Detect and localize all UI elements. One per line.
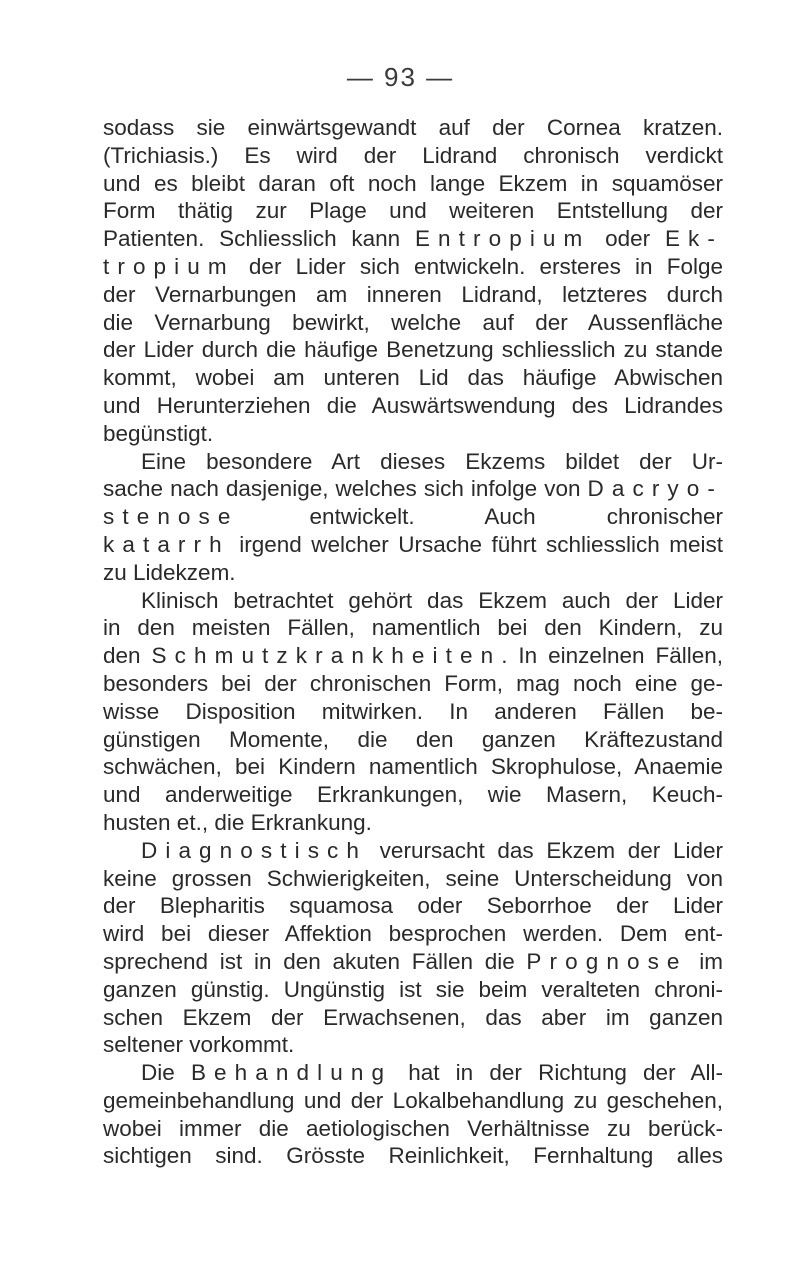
- body-text: [103, 114, 723, 1170]
- text-segment: günstigen Momente, die den ganzen Kräftezustand: [103, 726, 723, 752]
- text-line: [103, 114, 723, 142]
- text-segment: der Blepharitis squamosa oder Seborrhoe der Lider: [103, 893, 723, 919]
- spaced-emphasis: tropium: [103, 253, 235, 279]
- text-segment: hat in der Richtung der All-: [392, 1060, 723, 1086]
- spaced-emphasis: Prognose: [526, 948, 688, 974]
- text-line: [103, 309, 723, 337]
- text-segment: und es bleibt daran oft noch lange Ekzem in squamöser: [103, 170, 723, 196]
- text-segment: wobei immer die aetiologischen Verhältnisse zu berück-: [103, 1115, 723, 1141]
- text-line: [103, 1031, 723, 1059]
- text-line: [103, 587, 723, 615]
- text-line: [103, 142, 723, 170]
- text-segment: wisse Disposition mitwirken. In anderen Fällen be-: [103, 698, 723, 724]
- text-segment: der Lider durch die häufige Benetzung schliesslich zu stande: [103, 337, 723, 363]
- text-line: [103, 503, 723, 531]
- text-segment: und Herunterziehen die Auswärtswendung des Lidrandes: [103, 392, 723, 418]
- text-segment: im: [687, 948, 723, 974]
- text-segment: den: [103, 643, 152, 669]
- text-segment: Form thätig zur Plage und weiteren Entstellung der: [103, 198, 723, 224]
- text-line: [103, 475, 723, 503]
- spaced-emphasis: Dacryo-: [587, 476, 723, 502]
- text-line: [103, 281, 723, 309]
- text-line: [103, 253, 723, 281]
- text-line: [103, 364, 723, 392]
- text-line: [103, 698, 723, 726]
- spaced-emphasis: Ek-: [664, 226, 723, 252]
- text-line: [103, 614, 723, 642]
- text-line: [103, 225, 723, 253]
- spaced-emphasis: katarrh: [103, 531, 230, 557]
- text-line: [103, 448, 723, 476]
- text-line: [103, 170, 723, 198]
- text-line: [103, 809, 723, 837]
- text-segment: besonders bei der chronischen Form, mag noch eine ge-: [103, 670, 723, 696]
- text-segment: begünstigt.: [103, 420, 214, 446]
- text-line: [103, 865, 723, 893]
- text-line: [103, 976, 723, 1004]
- text-segment: schwächen, bei Kindern namentlich Skrophulose, Anaemie: [103, 754, 723, 780]
- text-line: [103, 1004, 723, 1032]
- text-line: [103, 1059, 723, 1087]
- spaced-emphasis: Diagnostisch: [141, 837, 368, 863]
- text-line: [103, 726, 723, 754]
- text-segment: schen Ekzem der Erwachsenen, das aber im ganzen: [103, 1004, 723, 1030]
- text-segment: der Lider sich entwickeln. ersteres in Folge: [234, 253, 723, 279]
- text-segment: sodass sie einwärtsgewandt auf der Cornea kratzen.: [103, 115, 723, 140]
- page-number: — 93 —: [346, 62, 455, 92]
- text-line: [103, 948, 723, 976]
- text-segment: husten et., die Erkrankung.: [103, 809, 372, 835]
- text-segment: keine grossen Schwierigkeiten, seine Unterscheidung von: [103, 865, 723, 891]
- spaced-emphasis: stenose: [103, 504, 239, 530]
- text-segment: in den meisten Fällen, namentlich bei den Kindern, zu: [103, 615, 723, 641]
- text-segment: Eine besondere Art dieses Ekzems bildet der Ur-: [141, 448, 723, 474]
- text-segment: (Trichiasis.) Es wird der Lidrand chronisch verdickt: [103, 142, 723, 168]
- text-segment: verursacht das Ekzem der Lider: [367, 837, 723, 863]
- text-line: [103, 837, 723, 865]
- text-segment: entwickelt. Auch chronischer: [238, 504, 723, 530]
- text-segment: sprechend ist in den akuten Fällen die: [103, 948, 527, 974]
- text-segment: ganzen günstig. Ungünstig ist sie beim veralteten chroni-: [103, 976, 723, 1002]
- spaced-emphasis: Entropium: [414, 226, 591, 252]
- spaced-emphasis: Behandlung: [190, 1060, 393, 1086]
- text-line: [103, 920, 723, 948]
- text-segment: sichtigen sind. Grösste Reinlichkeit, Fernhaltung alles: [103, 1143, 723, 1169]
- text-line: [103, 531, 723, 559]
- text-segment: irgend welcher Ursache führt schliesslich meist: [229, 531, 723, 557]
- text-segment: zu Lidekzem.: [103, 559, 236, 585]
- spaced-emphasis: Schmutzkrankheiten: [151, 643, 502, 669]
- text-segment: Klinisch betrachtet gehört das Ekzem auch der Lider: [141, 587, 723, 613]
- text-line: [103, 420, 723, 448]
- text-segment: Die: [141, 1060, 191, 1086]
- text-line: [103, 1142, 723, 1170]
- text-segment: Patienten. Schliesslich kann: [103, 226, 415, 252]
- text-segment: die Vernarbung bewirkt, welche auf der Aussenfläche: [103, 309, 723, 335]
- text-segment: seltener vorkommt.: [103, 1032, 295, 1058]
- text-line: [103, 892, 723, 920]
- text-segment: sache nach dasjenige, welches sich infolge von: [103, 476, 588, 502]
- text-line: [103, 559, 723, 587]
- text-line: [103, 670, 723, 698]
- text-line: [103, 336, 723, 364]
- text-line: [103, 392, 723, 420]
- text-line: [103, 197, 723, 225]
- text-segment: . In einzelnen Fällen,: [501, 643, 723, 669]
- text-segment: wird bei dieser Affektion besprochen werden. Dem ent-: [103, 921, 723, 947]
- text-segment: gemeinbehandlung und der Lokalbehandlung zu geschehen,: [103, 1087, 723, 1113]
- text-segment: der Vernarbungen am inneren Lidrand, letzteres durch: [103, 281, 723, 307]
- text-segment: kommt, wobei am unteren Lid das häufige Abwischen: [103, 365, 723, 391]
- text-line: [103, 1115, 723, 1143]
- text-segment: oder: [590, 226, 665, 252]
- text-line: [103, 642, 723, 670]
- text-line: [103, 753, 723, 781]
- text-segment: und anderweitige Erkrankungen, wie Masern, Keuch-: [103, 782, 723, 808]
- text-line: [103, 1087, 723, 1115]
- text-line: [103, 781, 723, 809]
